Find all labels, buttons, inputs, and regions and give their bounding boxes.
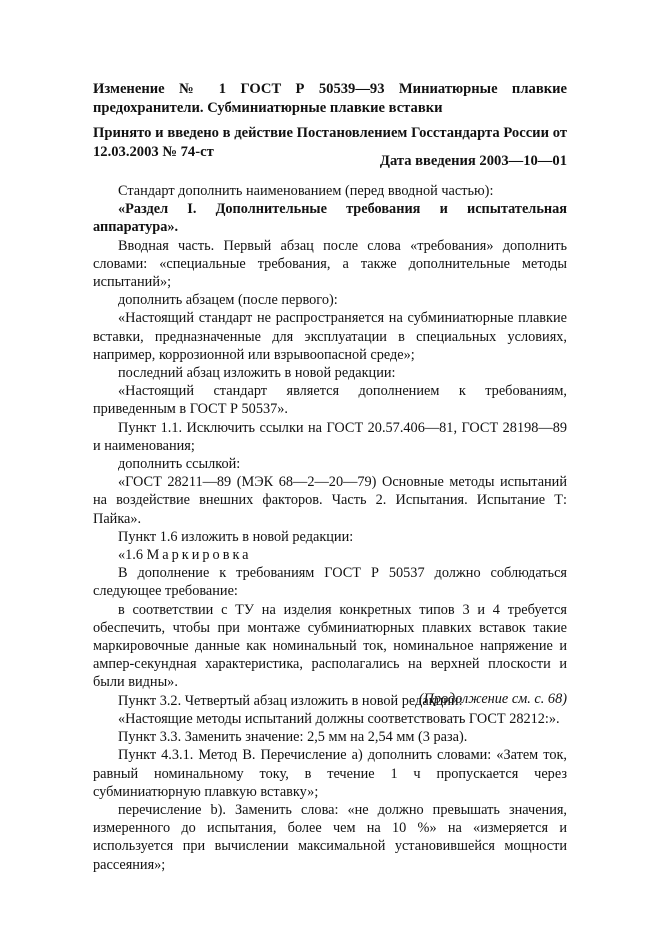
amendment-body — [93, 182, 567, 874]
section-heading: «Раздел I. Дополнительные требования и испытательная аппаратура». — [93, 201, 567, 236]
paragraph: дополнить абзацем (после первого): — [118, 292, 338, 309]
paragraph: «Настоящие методы испытаний должны соответствовать ГОСТ 28212:». — [118, 710, 560, 727]
paragraph: в соответствии с ТУ на изделия конкретных типов 3 и 4 требуется обеспечить, чтобы при монтаже субминиатюрных плавких вставок такие маркировочные данные как номинальный ток, номинальное напряжение и ампер-секундная характеристика, располагались на верхней плоскости и были видны». — [93, 601, 567, 691]
paragraph: перечисление b). Заменить слова: «не должно превышать значения, измеренного до испытания, более чем на 10 %» на «измеряется и используется при вычислении максимальной установившейся мощности рассеяния»; — [93, 801, 567, 873]
paragraph: В дополнение к требованиям ГОСТ Р 50537 должно соблюдаться следующее требование: — [93, 565, 567, 600]
amendment-title: Изменение № 1 ГОСТ Р 50539—93 Миниатюрные плавкие предохранители. Субминиатюрные плавкие вставки — [93, 81, 567, 116]
clause-number: «1.6 — [118, 547, 147, 564]
paragraph: Пункт 4.3.1. Метод В. Перечисление а) дополнить словами: «Затем ток, равный номинальному току, в течение 1 ч пропускается через субминиатюрную плавкую вставку»; — [93, 747, 567, 800]
adoption-note: Принято и введено в действие Постановлением Госстандарта России от 12.03.2003 № 74-ст — [93, 125, 567, 160]
paragraph: Пункт 1.6 изложить в новой редакции: — [118, 528, 354, 545]
effective-date: Дата введения 2003—10—01 — [379, 153, 567, 169]
paragraph: Пункт 1.1. Исключить ссылки на ГОСТ 20.57.406—81, ГОСТ 28198—89 и наименования; — [93, 419, 567, 454]
clause-heading — [93, 546, 567, 564]
paragraph: дополнить ссылкой: — [118, 456, 241, 473]
paragraph: Вводная часть. Первый абзац после слова «требования» дополнить словами: «специальные требования, а также дополнительные методы испытаний»; — [93, 237, 567, 291]
continuation-note: (Продолжение см. с. 68) — [418, 691, 567, 707]
paragraph: последний абзац изложить в новой редакции: — [118, 365, 396, 382]
paragraph: Пункт 3.3. Заменить значение: 2,5 мм на 2,54 мм (3 раза). — [118, 729, 468, 746]
paragraph: «Настоящий стандарт не распространяется на субминиатюрные плавкие вставки, предназначенные для эксплуатации в специальных условиях, например, коррозионной или взрывоопасной среде»; — [93, 310, 567, 363]
paragraph: «Настоящий стандарт является дополнением к требованиям, приведенным в ГОСТ Р 50537». — [93, 383, 567, 418]
paragraph: «ГОСТ 28211—89 (МЭК 68—2—20—79) Основные методы испытаний на воздействие внешних факторов. Часть 2. Испытания. Испытание Т: Пайка». — [93, 474, 567, 527]
paragraph: Стандарт дополнить наименованием (перед вводной частью): — [118, 183, 494, 199]
paragraph: Пункт 3.2. Четвертый абзац изложить в новой редакции: — [118, 692, 463, 709]
clause-title: Маркировка — [146, 547, 252, 564]
